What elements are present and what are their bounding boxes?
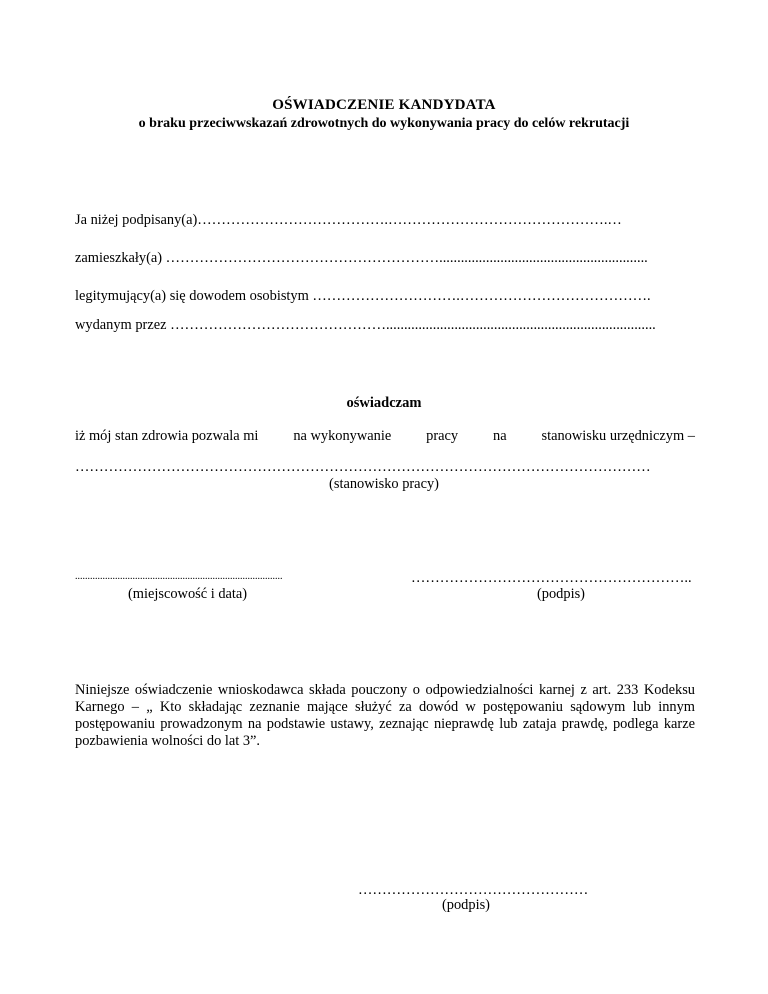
document-subtitle: o braku przeciwwskazań zdrowotnych do wykonywania pracy do celów rekrutacji: [138, 116, 630, 131]
statement-word: na wykonywanie: [293, 428, 392, 444]
issued-by-field-line: wydanym przez ………………………………………...........................................................................: [75, 317, 656, 333]
place-date-dotted-line: ...................................................................................: [75, 571, 283, 582]
statement-word: na: [493, 428, 507, 444]
final-signature-label: (podpis): [442, 897, 490, 913]
declaration-statement: [75, 428, 695, 445]
statement-word: stanowisku urzędniczym –: [541, 428, 695, 444]
position-label: (stanowisko pracy): [329, 476, 439, 492]
residence-field-line: zamieszkały(a) …………………………………………………..........................................................: [75, 250, 648, 266]
place-date-label: (miejscowość i data): [128, 586, 248, 602]
declaration-heading: oświadczam: [346, 395, 422, 411]
id-card-field-line: legitymujący(a) się dowodem osobistym ………………………….………………………………….: [75, 288, 651, 304]
position-dotted-line: …………………………………………………………………………………………………………: [75, 459, 651, 475]
document-title: OŚWIADCZENIE KANDYDATA: [272, 97, 496, 113]
statement-word: pracy: [426, 428, 459, 444]
statement-word: iż mój stan zdrowia pozwala mi: [75, 428, 259, 444]
name-field-line: Ja niżej podpisany(a)………………………………….……………………………………….…: [75, 212, 622, 228]
signature-label: (podpis): [537, 586, 585, 602]
final-signature-dotted-line: …………………………………………: [358, 882, 589, 898]
legal-notice: Niniejsze oświadczenie wnioskodawca składa pouczony o odpowiedzialności karnej z art. 233 Kodeksu Karnego – „ Kto składając zeznanie mające służyć za dowód w postępowaniu sądowym lub innym postępowaniu prowadzonym na podstawie ustawy, zeznając nieprawdę lub zataja prawdę, podlega karze pozbawienia wolności do lat 3”.: [75, 682, 695, 749]
signature-dotted-line: …………………………………………………..: [411, 570, 692, 586]
